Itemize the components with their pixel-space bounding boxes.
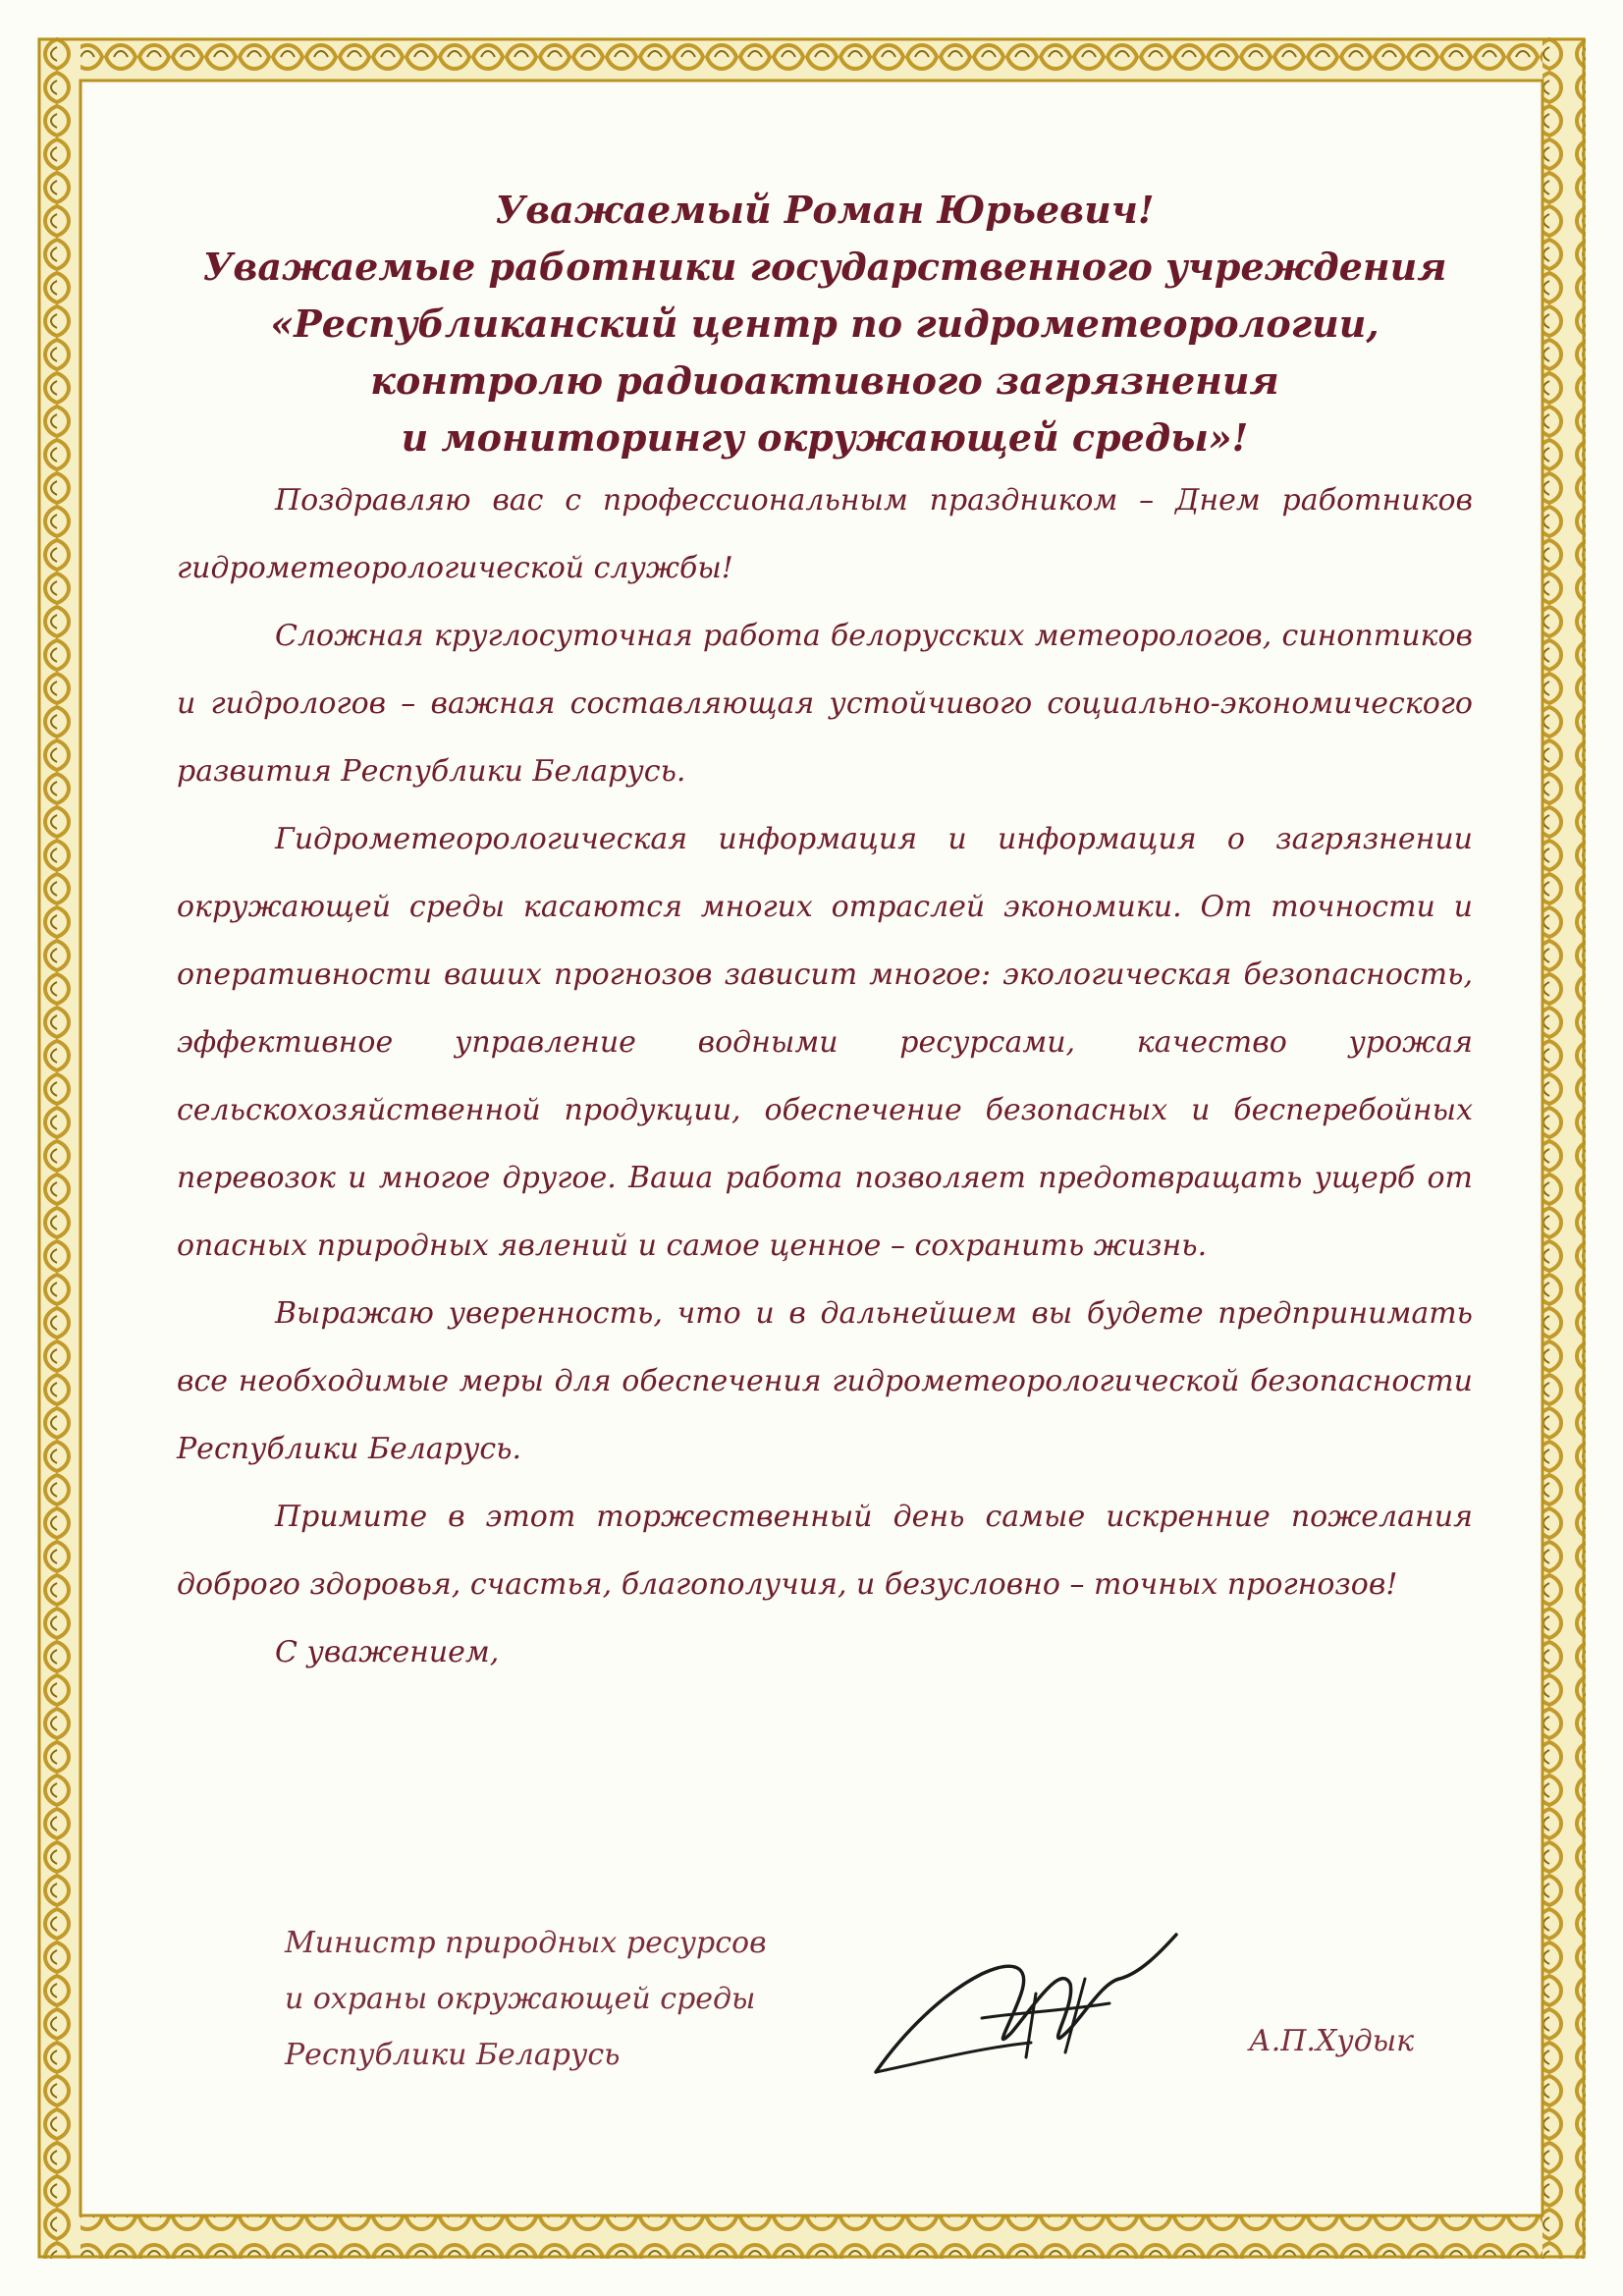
signatory-title-line-3: Республики Беларусь (285, 2038, 621, 2072)
paragraph-information: Гидрометеорологическая информация и информация о загрязнении окружающей среды касаются многих отраслей экономики. От точности и оперативности ваших прогнозов зависит многое: экологическая безопасность, эффективное управление водными ресурсами, качество урожая сельскохозяйственной продукции, обеспечение безопасных и бесперебойных перевозок и многое другое. Ваша работа позволяет предотвращать ущерб от опасных природных явлений и самое ценное – сохранить жизнь. (177, 822, 1473, 1263)
paragraph-congratulation: Поздравляю вас с профессиональным праздником – Днем работников гидрометеорологической службы! (177, 483, 1473, 585)
closing-phrase: С уважением, (275, 1635, 500, 1669)
paragraph-wishes: Примите в этот торжественный день самые искренние пожелания доброго здоровья, счастья, благополучия, и безусловно – точных прогнозов! (177, 1500, 1473, 1602)
greeting-line-3: «Республиканский центр по гидрометеорологии, (270, 301, 1380, 346)
paragraph-confidence: Выражаю уверенность, что и в дальнейшем вы будете предпринимать все необходимые меры для обеспечения гидрометеорологической безопасности Республики Беларусь. (177, 1296, 1473, 1466)
signatory-title-line-2: и охраны окружающей среды (285, 1982, 756, 2016)
signatory-title-line-1: Министр природных ресурсов (285, 1926, 767, 1960)
signatory-title (285, 1915, 767, 2083)
letter-body (177, 182, 1473, 1686)
greeting-line-1: Уважаемый Роман Юрьевич! (495, 188, 1155, 232)
greeting-line-2: Уважаемые работники государственного учреждения (202, 245, 1447, 289)
greeting-line-5: и мониторингу окружающей среды»! (401, 415, 1249, 460)
handwritten-signature (864, 1925, 1188, 2092)
signatory-name: А.П.Худык (1249, 2024, 1415, 2058)
greeting-line-4: контролю радиоактивного загрязнения (370, 358, 1279, 403)
paragraph-work: Сложная круглосуточная работа белорусских метеорологов, синоптиков и гидрологов – важная составляющая устойчивого социально-экономического развития Республики Беларусь. (177, 619, 1473, 789)
